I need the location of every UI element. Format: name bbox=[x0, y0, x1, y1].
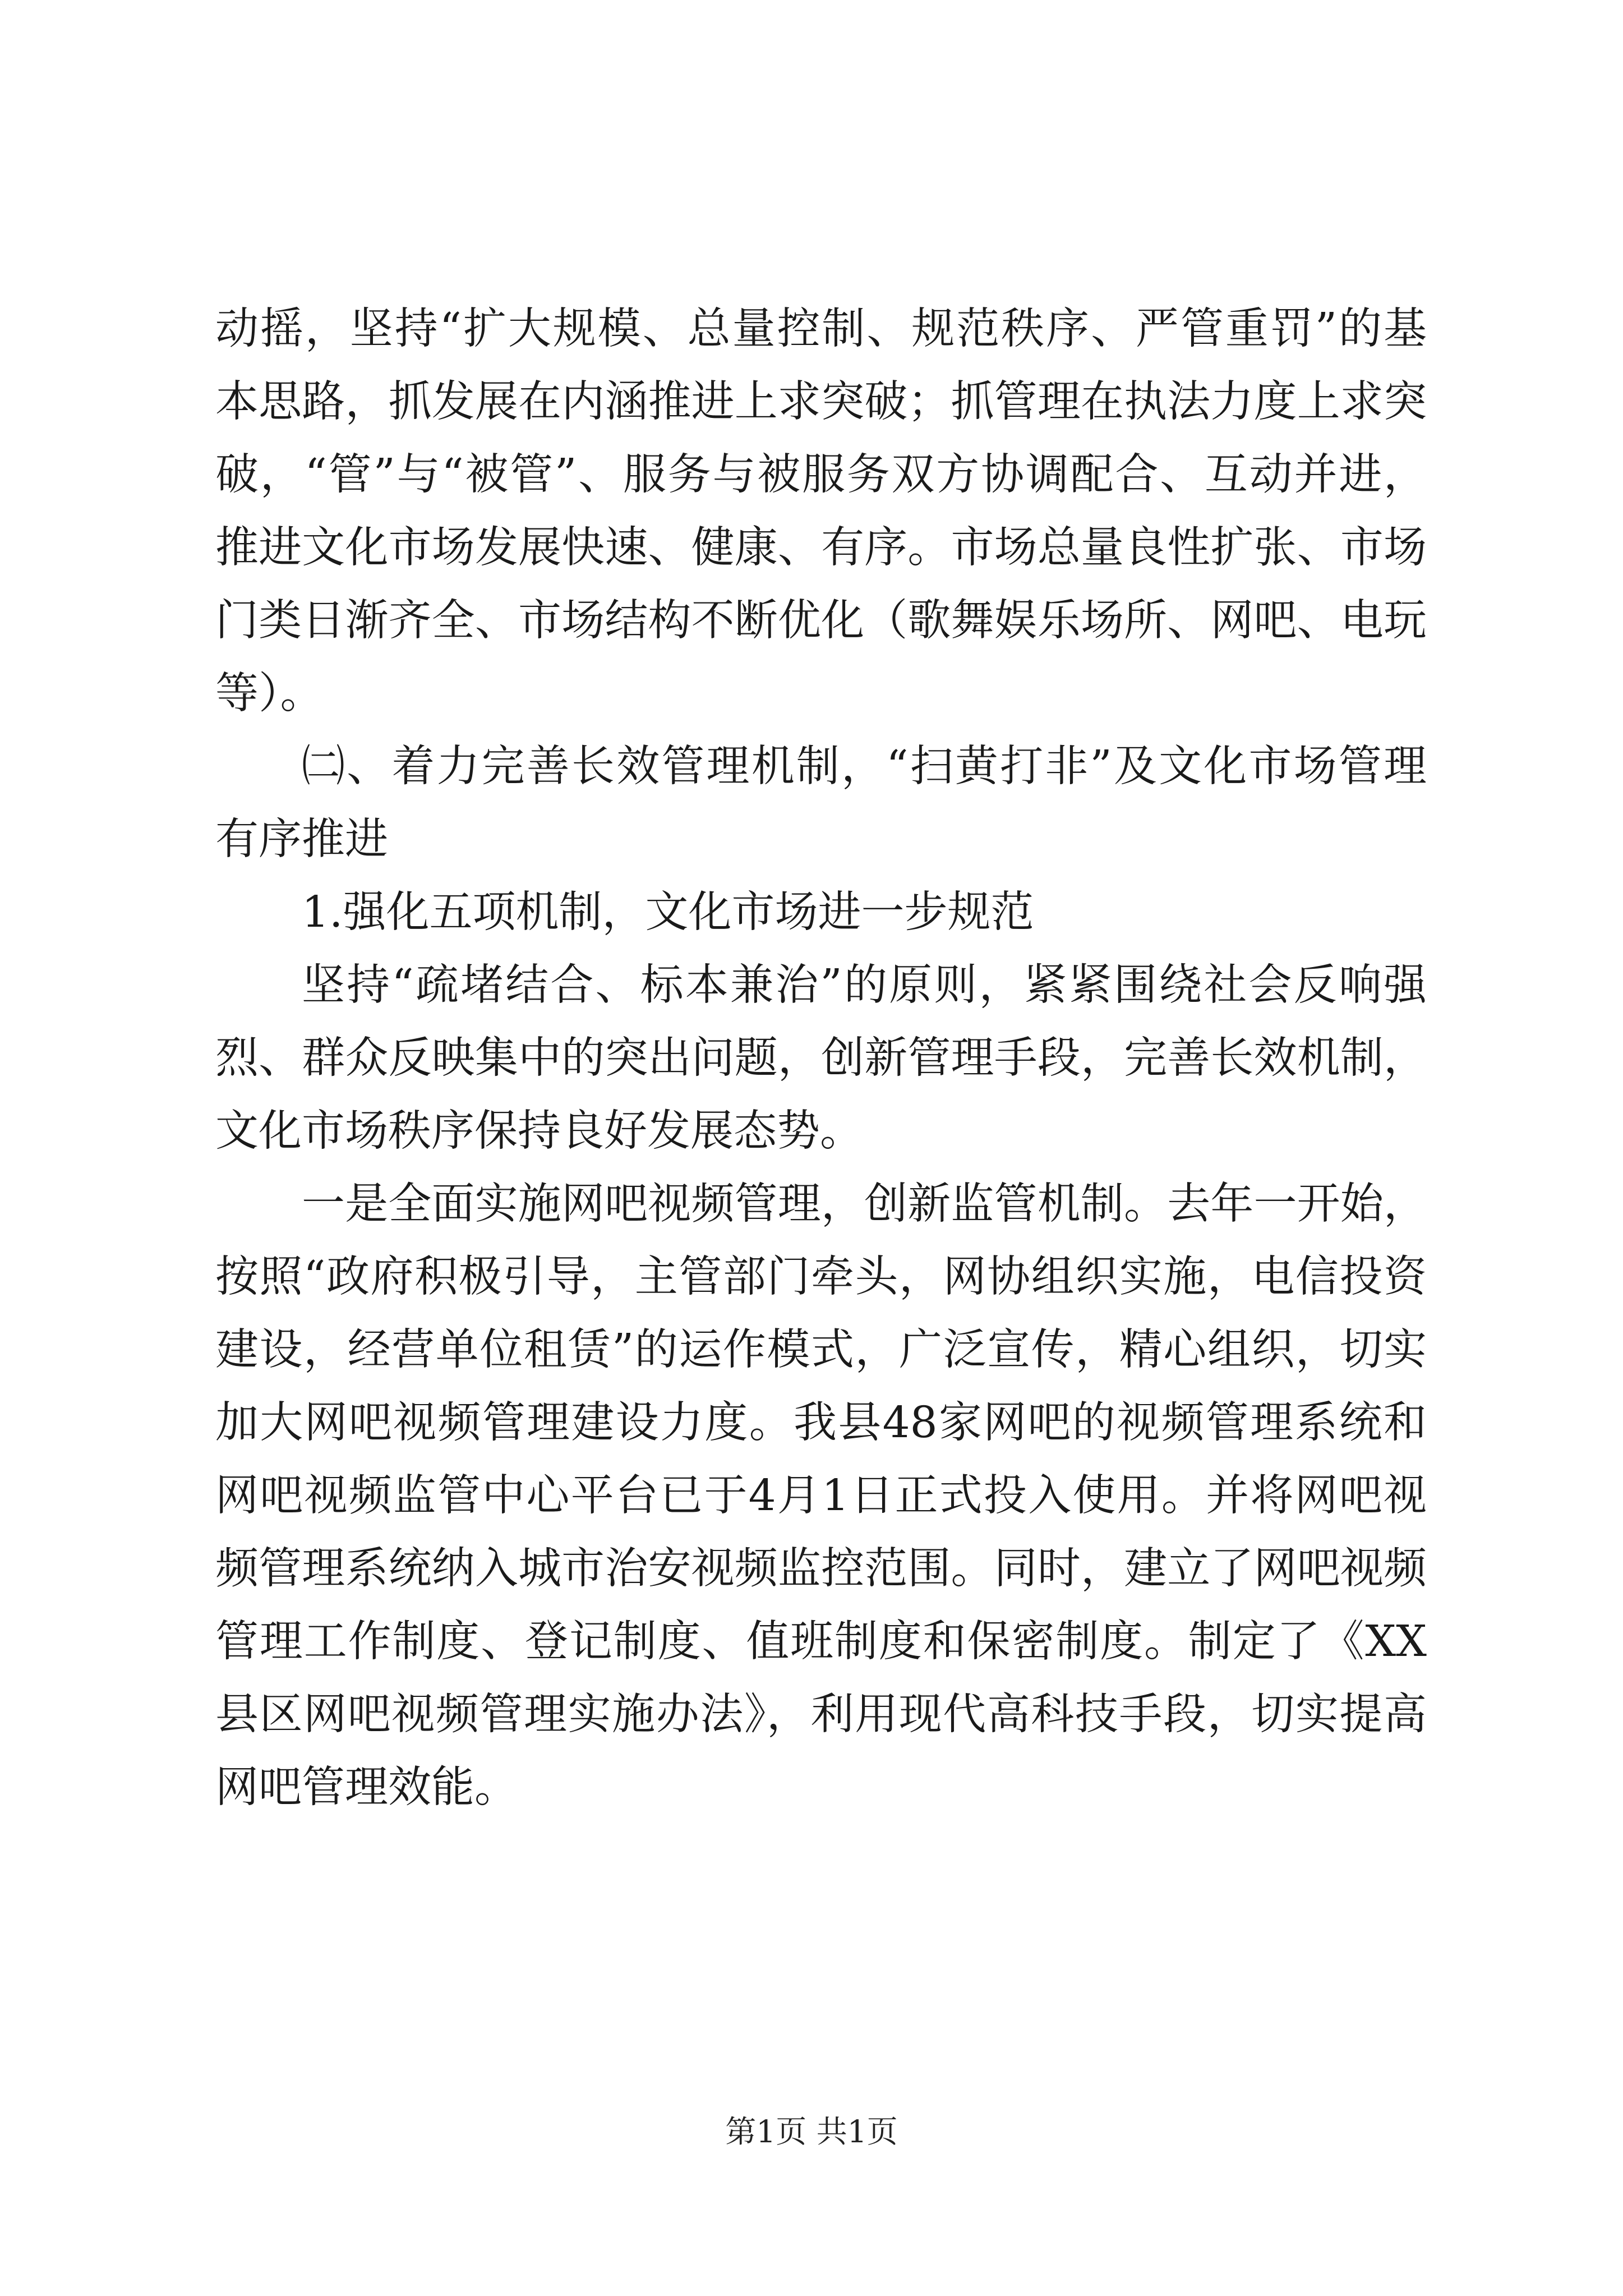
paragraph-line: 烈、群众反映集中的突出问题，创新管理手段，完善长效机制， bbox=[215, 1033, 1427, 1083]
section-heading-line: ㈡、着力完善长效管理机制，“扫黄打非”及文化市场管理 bbox=[302, 742, 1427, 792]
subsection-heading: 1.强化五项机制，文化市场进一步规范 bbox=[302, 887, 1034, 937]
paragraph-line: 动摇，坚持“扩大规模、总量控制、规范秩序、严管重罚”的基 bbox=[215, 304, 1427, 354]
paragraph-line: 加大网吧视频管理建设力度。我县48家网吧的视频管理系统和 bbox=[215, 1398, 1427, 1448]
paragraph-line: 建设，经营单位租赁”的运作模式，广泛宣传，精心组织，切实 bbox=[215, 1325, 1427, 1375]
section-heading-line: 有序推进 bbox=[215, 815, 388, 864]
paragraph-line: 门类日渐齐全、市场结构不断优化（歌舞娱乐场所、网吧、电玩 bbox=[215, 596, 1427, 646]
paragraph-line: 网吧管理效能。 bbox=[215, 1763, 518, 1812]
paragraph-line: 一是全面实施网吧视频管理，创新监管机制。去年一开始， bbox=[302, 1179, 1427, 1229]
paragraph-line: 等）。 bbox=[215, 669, 324, 719]
paragraph-line: 县区网吧视频管理实施办法》，利用现代高科技手段，切实提高 bbox=[215, 1690, 1427, 1740]
paragraph-line: 管理工作制度、登记制度、值班制度和保密制度。制定了《XX bbox=[215, 1617, 1427, 1667]
paragraph-line: 频管理系统纳入城市治安视频监控范围。同时，建立了网吧视频 bbox=[215, 1544, 1427, 1594]
paragraph-line: 文化市场秩序保持良好发展态势。 bbox=[215, 1106, 863, 1156]
paragraph-line: 网吧视频监管中心平台已于4月1日正式投入使用。并将网吧视 bbox=[215, 1471, 1427, 1521]
paragraph-line: 本思路，抓发展在内涵推进上求突破；抓管理在执法力度上求突 bbox=[215, 377, 1427, 427]
page-number-footer: 第1页 共1页 bbox=[725, 2114, 898, 2150]
paragraph-line: 破，“管”与“被管”、服务与被服务双方协调配合、互动并进， bbox=[215, 450, 1427, 500]
paragraph-line: 推进文化市场发展快速、健康、有序。市场总量良性扩张、市场 bbox=[215, 523, 1427, 573]
paragraph-line: 按照“政府积极引导，主管部门牵头，网协组织实施，电信投资 bbox=[215, 1252, 1427, 1302]
paragraph-line: 坚持“疏堵结合、标本兼治”的原则，紧紧围绕社会反响强 bbox=[302, 960, 1427, 1010]
